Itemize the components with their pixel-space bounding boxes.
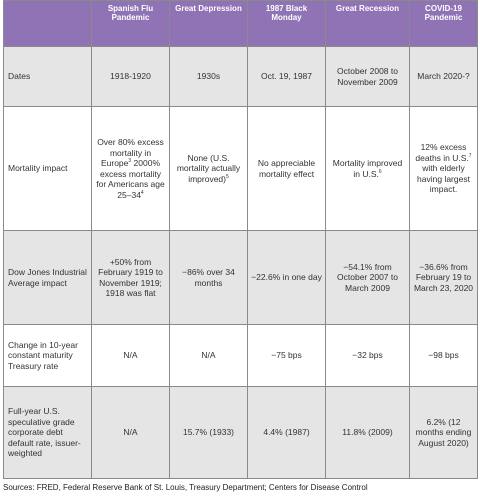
table-cell: +50% from February 1919 to November 1919; 1918 was flat [92, 231, 170, 325]
cell-text: 2000% excess mortality for Americans age 25–34 [96, 158, 165, 200]
table-cell: −75 bps [248, 325, 326, 387]
table-cell [170, 107, 248, 231]
table-cell: 11.8% (2009) [326, 387, 410, 479]
table-cell [248, 107, 326, 231]
table-cell: −98 bps [410, 325, 478, 387]
cell-text: Mortality improved in U.S. [332, 158, 403, 179]
table-cell: −32 bps [326, 325, 410, 387]
cell-text: with elderly having largest impact. [417, 163, 470, 195]
cell-text: Over 80% excess mortality in Europe [97, 137, 164, 168]
cell-text: No appreciable mortality effect [257, 158, 316, 179]
table-cell: March 2020-? [410, 47, 478, 107]
table-cell: −86% over 34 months [170, 231, 248, 325]
header-row [4, 1, 478, 47]
table-cell [92, 107, 170, 231]
footnote-ref: 3 [128, 158, 132, 165]
row-dow-jones [4, 231, 478, 325]
row-dates [4, 47, 478, 107]
table-cell: 1918-1920 [92, 47, 170, 107]
row-label: Dates [4, 47, 92, 107]
table-cell: N/A [92, 325, 170, 387]
header-covid-19: COVID-19 Pandemic [410, 1, 478, 47]
row-treasury-rate [4, 325, 478, 387]
footnote-ref: 5 [226, 173, 229, 180]
footnote-ref: 4 [140, 189, 144, 196]
table-cell: 15.7% (1933) [170, 387, 248, 479]
row-default-rate [4, 387, 478, 479]
table-cell: −54.1% from October 2007 to March 2009 [326, 231, 410, 325]
header-black-monday: 1987 Black Monday [248, 1, 326, 47]
header-great-depression: Great Depression [170, 1, 248, 47]
table-cell: 4.4% (1987) [248, 387, 326, 479]
cell-text: None (U.S. mortality actually improved) [176, 152, 241, 184]
table-cell: −22.6% in one day [248, 231, 326, 325]
header-great-recession: Great Recession [326, 1, 410, 47]
table-cell [410, 107, 478, 231]
crisis-comparison-table [3, 0, 478, 479]
cell-text: 12% excess deaths in U.S. [415, 142, 469, 163]
header-corner [4, 1, 92, 47]
footnote-ref: 6 [378, 168, 382, 175]
row-label: Change in 10-year constant maturity Treasury rate [4, 325, 92, 387]
row-label: Mortality impact [4, 107, 92, 231]
table-cell: N/A [92, 387, 170, 479]
table-cell: N/A [170, 325, 248, 387]
row-label: Dow Jones Industrial Average impact [4, 231, 92, 325]
row-mortality-impact [4, 107, 478, 231]
table-cell [326, 107, 410, 231]
header-spanish-flu: Spanish Flu Pandemic [92, 1, 170, 47]
footnote-ref: 7 [468, 152, 472, 159]
row-label: Full-year U.S. speculative grade corporate debt default rate, issuer-weighted [4, 387, 92, 479]
table-cell: 1930s [170, 47, 248, 107]
table-cell: 6.2% (12 months ending August 2020) [410, 387, 478, 479]
table-cell: Oct. 19, 1987 [248, 47, 326, 107]
sources-note: Sources: FRED, Federal Reserve Bank of St. Louis, Treasury Department; Centers for Disease Control [3, 483, 368, 492]
table-cell: October 2008 to November 2009 [326, 47, 410, 107]
table-cell: −36.6% from February 19 to March 23, 2020 [410, 231, 478, 325]
